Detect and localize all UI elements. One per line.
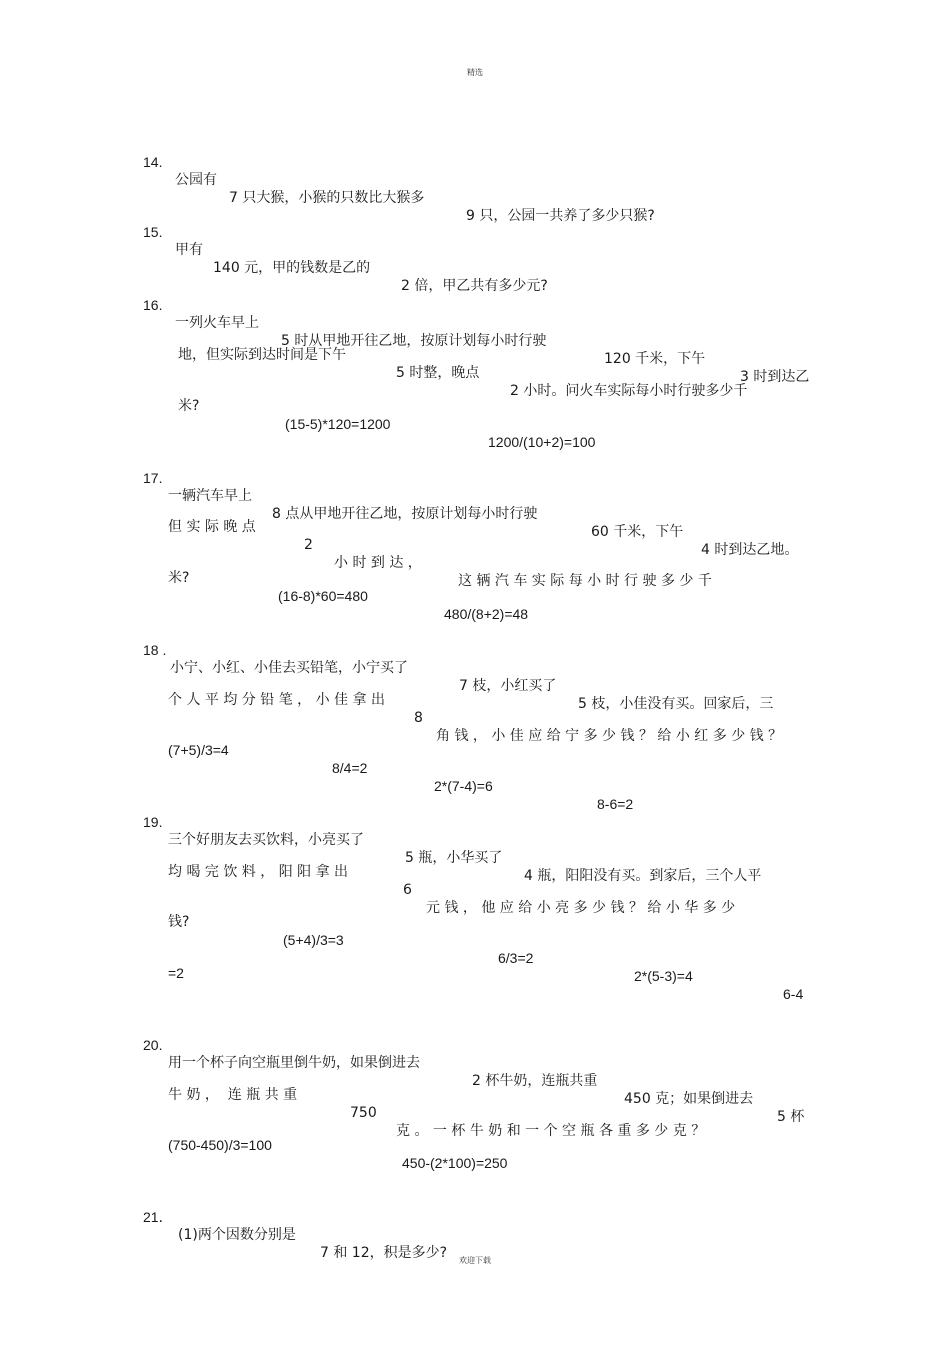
problem-text: 8 点从甲地开往乙地，按原计划每小时行驶: [272, 506, 538, 522]
problem-text: 4 时到达乙地。: [701, 542, 799, 558]
problem-19-line-4: [0, 946, 950, 982]
problem-text: 5 瓶，小华买了: [405, 850, 503, 866]
solution-step: =2: [168, 965, 184, 981]
problem-text: 角 钱 ， 小 佳 应 给 宁 多 少 钱 ？ 给 小 红 多 少 钱 ？: [436, 728, 783, 744]
problem-number: 14.: [143, 154, 163, 170]
problem-text: 3 时到达乙: [740, 369, 810, 385]
problem-text: 7 只大猴，小猴的只数比大猴多: [229, 190, 425, 206]
solution-step: 2*(7-4)=6: [434, 778, 493, 794]
problem-number: 18 .: [143, 642, 167, 658]
problem-text: 这 辆 汽 车 实 际 每 小 时 行 驶 多 少 千: [458, 573, 712, 589]
problem-number: 19.: [143, 814, 163, 830]
problem-text: 5 时整，晚点: [396, 365, 480, 381]
problem-text: 地，但实际到达时间是下午: [178, 347, 346, 363]
page-header: 精选: [467, 68, 483, 77]
problem-text: 9 只，公园一共养了多少只猴?: [466, 208, 655, 224]
problem-number: 17.: [143, 470, 163, 486]
solution-step: 8/4=2: [332, 760, 368, 776]
problem-text: 一辆汽车早上: [168, 488, 252, 504]
problem-text: 8: [414, 710, 423, 726]
problem-text: 用一个杯子向空瓶里倒牛奶，如果倒进去: [168, 1055, 420, 1071]
problem-text: 2: [304, 537, 313, 553]
problem-text: 牛 奶 ， 连 瓶 共 重: [168, 1087, 298, 1103]
solution-step: (7+5)/3=4: [168, 742, 229, 758]
problem-number: 21．: [143, 1209, 173, 1225]
solution-step: 2*(5-3)=4: [634, 968, 693, 984]
problem-21: [0, 1190, 950, 1262]
problem-number: 16.: [143, 297, 163, 313]
solution-step: 6/3=2: [498, 950, 534, 966]
solution-step: (16-8)*60=480: [278, 588, 368, 604]
problem-text: 4 瓶，阳阳没有买。到家后，三个人平: [524, 868, 762, 884]
problem-text: 米?: [168, 570, 190, 586]
problem-text: 三个好朋友去买饮料，小亮买了: [168, 832, 364, 848]
problem-text: 60 千米，下午: [591, 524, 684, 540]
solution-step: 8-6=2: [597, 796, 634, 812]
problem-text: 克 。 一 杯 牛 奶 和 一 个 空 瓶 各 重 多 少 克 ？: [396, 1123, 706, 1139]
problem-text: 但 实 际 晚 点: [168, 519, 256, 535]
problem-text: 2 倍，甲乙共有多少元?: [401, 278, 548, 294]
problem-17-line-3: [0, 551, 950, 623]
problem-text: 750: [350, 1105, 377, 1121]
problem-text: 6: [403, 882, 412, 898]
problem-text: 2 杯牛奶，连瓶共重: [472, 1073, 598, 1089]
problem-text: 5 杯: [777, 1109, 805, 1125]
problem-text: 小 时 到 达 ，: [334, 555, 422, 571]
problem-text: 钱?: [168, 914, 190, 930]
solution-step: 480/(8+2)=48: [444, 606, 529, 622]
problem-text: 公园有: [175, 172, 217, 188]
solution-step: 450-(2*100)=250: [402, 1155, 508, 1171]
problem-number: 15.: [143, 224, 163, 240]
solution-step: (5+4)/3=3: [283, 932, 344, 948]
problem-text: 5 时从甲地开往乙地，按原计划每小时行驶: [281, 333, 547, 349]
problem-16-line-3: [0, 379, 950, 451]
problem-text: 140 元，甲的钱数是乙的: [213, 260, 371, 276]
problem-text: (1)两个因数分别是: [178, 1227, 296, 1243]
problem-text: 元 钱 ， 他 应 给 小 亮 多 少 钱 ？ 给 小 华 多 少: [426, 900, 736, 916]
page-footer: 欢迎下载: [459, 1256, 491, 1265]
solution-step: 1200/(10+2)=100: [488, 434, 596, 450]
problem-number: 20.: [143, 1037, 163, 1053]
problem-text: 米?: [178, 398, 200, 414]
problem-text: 450 克；如果倒进去: [624, 1091, 754, 1107]
solution-step: 6-4: [783, 986, 804, 1002]
problem-text: 一列火车早上: [175, 315, 259, 331]
problem-text: 5 枝，小佳没有买。回家后，三: [578, 696, 774, 712]
problem-text: 小宁、小红、小佳去买铅笔，小宁买了: [170, 660, 408, 676]
problem-text: 2 小时。问火车实际每小时行驶多少千: [510, 383, 748, 399]
problem-text: 7 枝，小红买了: [459, 678, 557, 694]
problem-text: 甲有: [175, 242, 203, 258]
solution-step: (15-5)*120=1200: [285, 416, 391, 432]
problem-text: 120 千米，下午: [604, 351, 706, 367]
problem-20-line-3: [0, 1118, 950, 1172]
problem-text: 均 喝 完 饮 料 ， 阳 阳 拿 出: [168, 864, 349, 880]
solution-step: (750-450)/3=100: [168, 1137, 272, 1153]
problem-text: 个 人 平 均 分 铅 笔 ， 小 佳 拿 出: [168, 692, 385, 708]
problem-text: 7 和 12，积是多少?: [320, 1245, 448, 1261]
